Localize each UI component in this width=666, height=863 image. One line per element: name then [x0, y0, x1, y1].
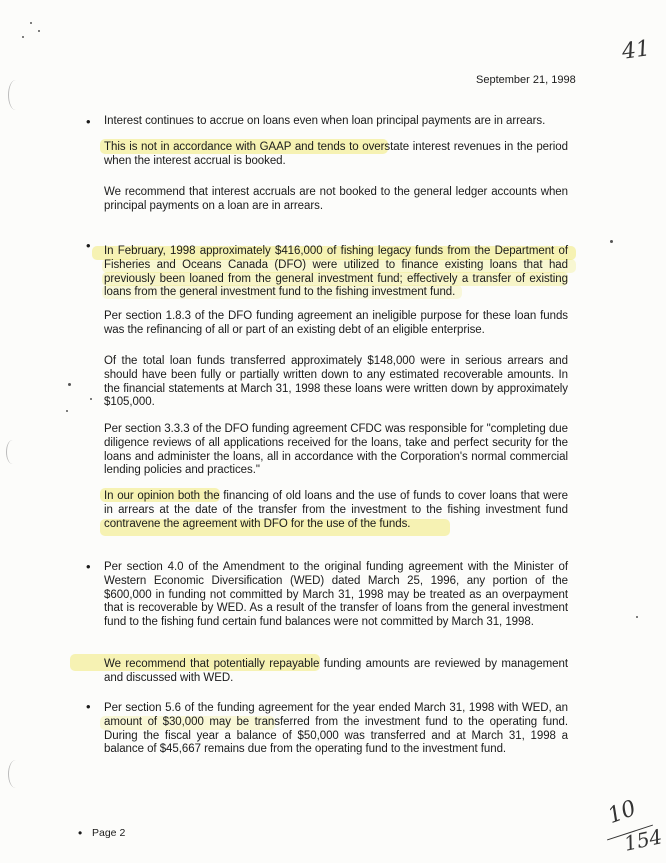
scan-speck [66, 410, 68, 412]
bullet-1: • [86, 114, 91, 129]
paragraph-section-183: Per section 1.8.3 of the DFO funding agreement an ineligible purpose for these loan funds was the refinancing of all or part of an existing debt of an eligible enterprise. [104, 310, 568, 336]
bullet-4: • [86, 699, 91, 714]
handwritten-page-mark: 41 [620, 36, 652, 65]
scan-speck [22, 36, 24, 38]
scan-speck [90, 398, 92, 400]
page-number: Page 2 [92, 827, 126, 839]
paragraph-section-56: Per section 5.6 of the funding agreement for the year ended March 31, 1998 with WED, an amount of $30,000 may be transferred from the investment fund to the operating fund. During the fiscal year a balance of $50,000 was transferred and at March 31, 1998 a balance of $45,667 remains due from the operating fund to the investment fund. [104, 702, 568, 756]
paragraph-gaap: This is not in accordance with GAAP and tends to overstate interest revenues in the period when the interest accrual is booked. [104, 141, 568, 167]
handwritten-number-bottom: 154 [621, 824, 665, 856]
bullet-3: • [86, 559, 91, 574]
scan-speck [610, 240, 613, 243]
document-date: September 21, 1998 [476, 74, 576, 86]
scan-margin-mark [6, 440, 19, 464]
scan-speck [30, 22, 32, 24]
paragraph-recommend-wed: We recommend that potentially repayable funding amounts are reviewed by management and discussed with WED. [104, 658, 568, 684]
paragraph-interest-accrual: Interest continues to accrue on loans even when loan principal payments are in arrears. [104, 115, 546, 127]
scan-margin-mark [8, 80, 23, 110]
scan-speck [68, 383, 71, 386]
bullet-2: • [86, 238, 91, 253]
paragraph-recommend-accruals: We recommend that interest accruals are not booked to the general ledger accounts when principal payments on a loan are in arrears. [104, 186, 568, 212]
scan-speck [38, 30, 40, 32]
scan-speck [636, 616, 638, 618]
paragraph-arrears: Of the total loan funds transferred approximately $148,000 were in serious arrears and should have been fully or partially written down to any estimated recoverable amounts. In the financial statements at March 31, 1998 these loans were written down by approximately $105,000. [104, 355, 568, 409]
paragraph-section-40: Per section 4.0 of the Amendment to the original funding agreement with the Minister of Western Economic Diversification (WED) dated March 25, 1996, any portion of the $600,000 in funding not committed by March 31, 1998 may be treated as an overpayment that is recoverable by WED. As a result of the transfer of loans from the general investment fund to the fishing fund certain fund balances were not committed by March 31, 1998. [104, 561, 568, 629]
footer-bullet: • [78, 826, 83, 840]
scan-margin-mark [8, 760, 23, 788]
paragraph-opinion: In our opinion both the financing of old loans and the use of funds to cover loans that were in arrears at the date of the transfer from the investment to the fishing investment fund contravene the agreement with DFO for the use of the funds. [104, 490, 568, 530]
handwritten-number-top: 10 [604, 795, 640, 830]
paragraph-dfo-transfer: In February, 1998 approximately $416,000 of fishing legacy funds from the Department of Fisheries and Oceans Canada (DFO) were utilized to finance existing loans that had previously been loaned from the general investment fund; effectively a transfer of existing loans from the general investment fund to the fishing investment fund. [104, 245, 568, 299]
paragraph-section-333: Per section 3.3.3 of the DFO funding agreement CFDC was responsible for "completing due diligence reviews of all applications received for the loans, take and perfect security for the loans and administer the loans, all in accordance with the Corporation's normal commercial lending policies and practices." [104, 423, 568, 477]
